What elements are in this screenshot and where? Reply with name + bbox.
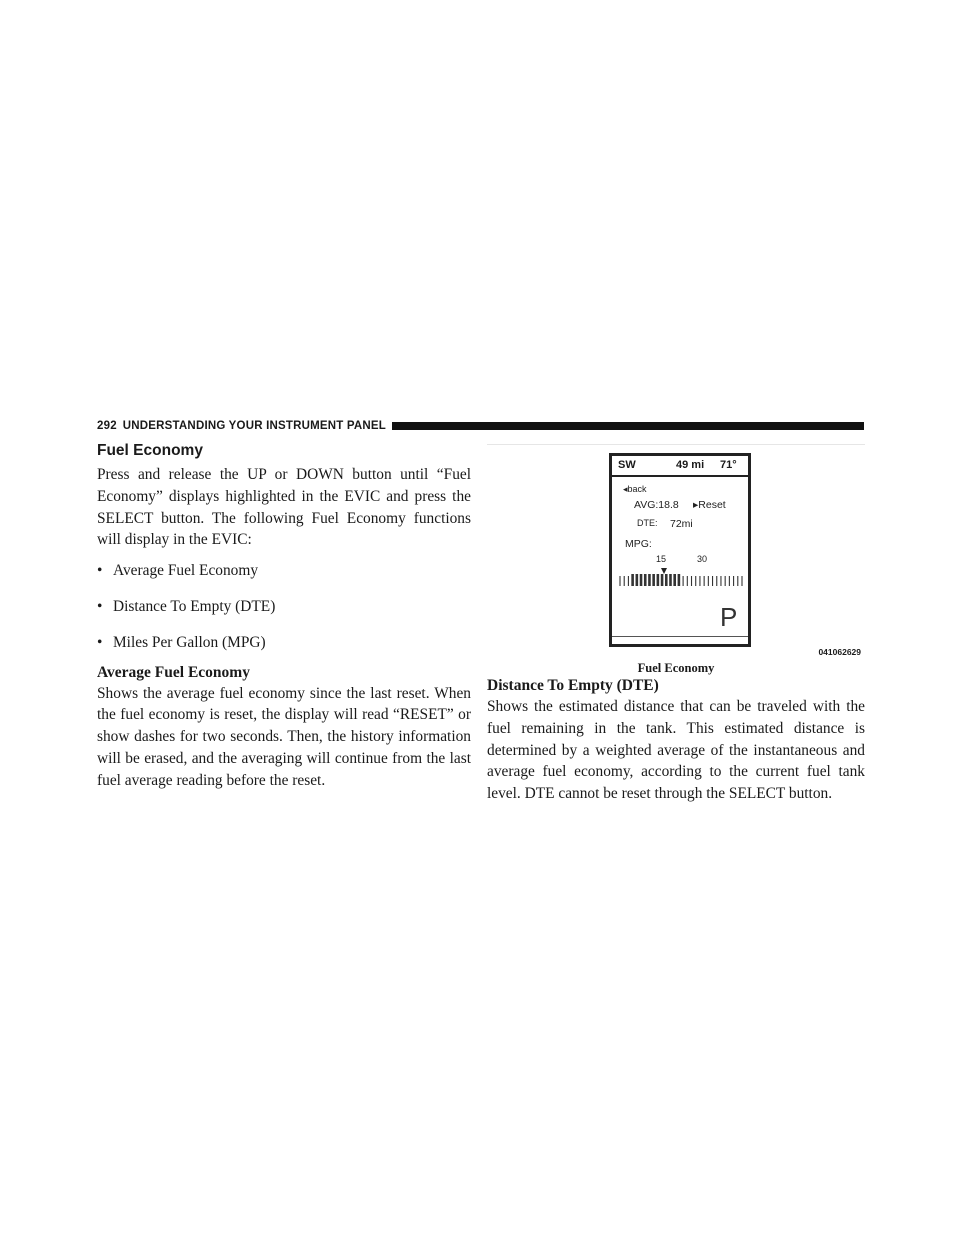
dte-label: DTE:: [637, 518, 658, 528]
list-item-label: Distance To Empty (DTE): [113, 597, 276, 615]
page-header: [97, 418, 864, 434]
mpg-bar-scale: [612, 564, 748, 594]
average-fuel-economy-paragraph: Shows the average fuel economy since the last reset. When the fuel economy is reset, the display will read “RESET” or show dashes for two seconds. Then, the history information will be erased, and the averaging will continue from the last fuel average reading before the reset.: [97, 684, 471, 789]
figure-top-rule: [487, 444, 865, 445]
left-column: [97, 440, 471, 792]
list-item: [97, 560, 471, 582]
bullet-icon: •: [97, 633, 103, 651]
bullet-icon: •: [97, 597, 103, 615]
avg-readout: AVG:18.8: [634, 499, 679, 511]
compass-heading: SW: [618, 459, 636, 471]
screen-status-bar: [612, 456, 748, 477]
fuel-economy-heading: Fuel Economy: [97, 442, 203, 459]
list-item-label: Average Fuel Economy: [113, 562, 259, 580]
intro-paragraph: Press and release the UP or DOWN button until “Fuel Economy” displays highlighted in the EVIC and press the SELECT button. The following Fuel Economy functions will display in the EVIC:: [97, 466, 471, 549]
header-rule: [392, 422, 864, 430]
odometer-reading: 49 mi: [676, 459, 705, 471]
fuel-economy-figure: [487, 444, 865, 658]
section-title: UNDERSTANDING YOUR INSTRUMENT PANEL: [122, 420, 386, 432]
dte-heading: Distance To Empty (DTE): [487, 677, 659, 694]
image-code: 041062629: [818, 647, 861, 657]
back-label: ◂back: [623, 484, 647, 494]
reset-option: ▸Reset: [693, 499, 726, 511]
screen-bottom-rule: [612, 636, 748, 637]
bullet-icon: •: [97, 562, 103, 580]
right-column: [487, 677, 865, 805]
figure-caption: Fuel Economy: [637, 661, 715, 675]
average-fuel-economy-heading: Average Fuel Economy: [97, 663, 250, 681]
dte-paragraph: Shows the estimated distance that can be traveled with the fuel remaining in the tank. This estimated distance is determined by a weighted average of the instantaneous and average fuel economy, according to the current fuel tank level. DTE cannot be reset through the SELECT button.: [487, 698, 865, 803]
evic-screen: [609, 453, 751, 647]
temperature-reading: 71°: [720, 459, 737, 471]
list-item: [97, 596, 471, 618]
mpg-tick-30: 30: [697, 554, 708, 564]
dte-value: 72mi: [670, 518, 693, 530]
list-item-label: Miles Per Gallon (MPG): [113, 633, 266, 651]
mpg-tick-15: 15: [656, 554, 667, 564]
page-number: 292: [97, 420, 117, 432]
function-list: [97, 560, 471, 653]
gear-indicator: P: [720, 602, 738, 632]
mpg-pointer-icon: [661, 568, 667, 574]
list-item: [97, 632, 471, 654]
mpg-label: MPG:: [625, 538, 652, 550]
